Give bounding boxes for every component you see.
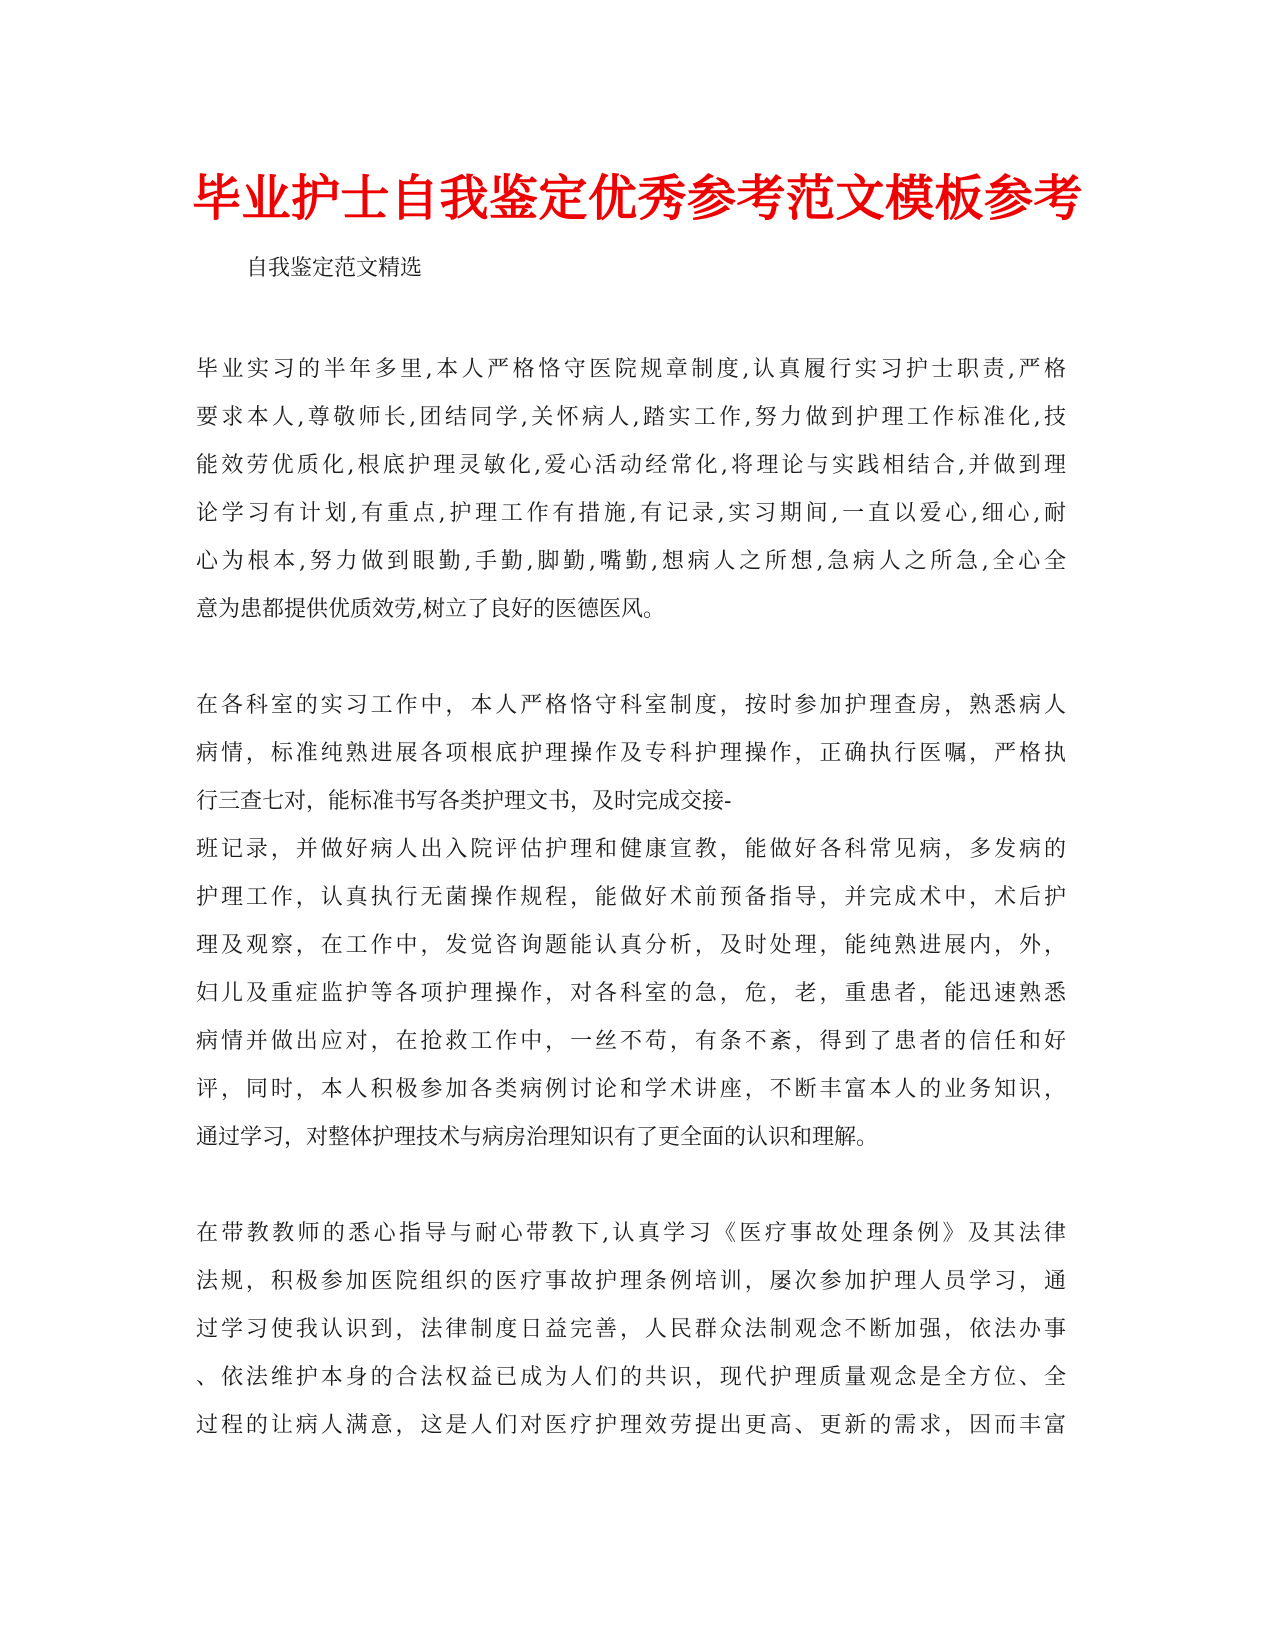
text-line: 、依法维护本身的合法权益已成为人们的共识，现代护理质量观念是全方位、全 bbox=[196, 1365, 1066, 1390]
page-title: 毕业护士自我鉴定优秀参考范文模板参考 bbox=[191, 170, 1083, 227]
text-line: 在各科室的实习工作中，本人严格恪守科室制度，按时参加护理查房，熟悉病人 bbox=[196, 693, 1066, 718]
text-line: 论学习有计划,有重点,护理工作有措施,有记录,实习期间,一直以爱心,细心,耐 bbox=[196, 501, 1066, 526]
text-line: 病情并做出应对，在抢救工作中，一丝不苟，有条不紊，得到了患者的信任和好 bbox=[196, 1029, 1066, 1054]
text-line: 在带教教师的悉心指导与耐心带教下,认真学习《医疗事故处理条例》及其法律 bbox=[196, 1221, 1066, 1246]
document-body bbox=[196, 346, 1066, 1450]
text-line: 评，同时，本人积极参加各类病例讨论和学术讲座，不断丰富本人的业务知识， bbox=[196, 1077, 1066, 1102]
text-line: 行三查七对，能标准书写各类护理文书，及时完成交接- bbox=[196, 789, 732, 814]
subtitle: 自我鉴定范文精选 bbox=[246, 256, 423, 281]
text-line: 护理工作，认真执行无菌操作规程，能做好术前预备指导，并完成术中，术后护 bbox=[196, 885, 1066, 910]
text-line: 通过学习，对整体护理技术与病房治理知识有了更全面的认识和理解。 bbox=[196, 1125, 879, 1150]
text-line: 班记录，并做好病人出入院评估护理和健康宣教，能做好各科常见病，多发病的 bbox=[196, 837, 1066, 862]
text-line: 过学习使我认识到，法律制度日益完善，人民群众法制观念不断加强，依法办事 bbox=[196, 1317, 1066, 1342]
text-line: 毕业实习的半年多里,本人严格恪守医院规章制度,认真履行实习护士职责,严格 bbox=[196, 357, 1066, 382]
paragraph-3 bbox=[196, 1210, 1066, 1450]
text-line: 病情，标准纯熟进展各项根底护理操作及专科护理操作，正确执行医嘱，严格执 bbox=[196, 741, 1066, 766]
paragraph-1 bbox=[196, 346, 1066, 634]
text-line: 要求本人,尊敬师长,团结同学,关怀病人,踏实工作,努力做到护理工作标准化,技 bbox=[196, 405, 1066, 430]
text-line: 意为患都提供优质效劳,树立了良好的医德医风。 bbox=[196, 597, 665, 622]
text-line: 法规，积极参加医院组织的医疗事故护理条例培训，屡次参加护理人员学习，通 bbox=[196, 1269, 1066, 1294]
paragraph-gap bbox=[196, 634, 1066, 682]
text-line: 能效劳优质化,根底护理灵敏化,爱心活动经常化,将理论与实践相结合,并做到理 bbox=[196, 453, 1066, 478]
paragraph-2 bbox=[196, 682, 1066, 1162]
text-line: 心为根本,努力做到眼勤,手勤,脚勤,嘴勤,想病人之所想,急病人之所急,全心全 bbox=[196, 549, 1066, 574]
paragraph-gap bbox=[196, 1162, 1066, 1210]
text-line: 过程的让病人满意，这是人们对医疗护理效劳提出更高、更新的需求，因而丰富 bbox=[196, 1413, 1066, 1438]
text-line: 理及观察，在工作中，发觉咨询题能认真分析，及时处理，能纯熟进展内，外， bbox=[196, 933, 1066, 958]
text-line: 妇儿及重症监护等各项护理操作，对各科室的急，危，老，重患者，能迅速熟悉 bbox=[196, 981, 1066, 1006]
